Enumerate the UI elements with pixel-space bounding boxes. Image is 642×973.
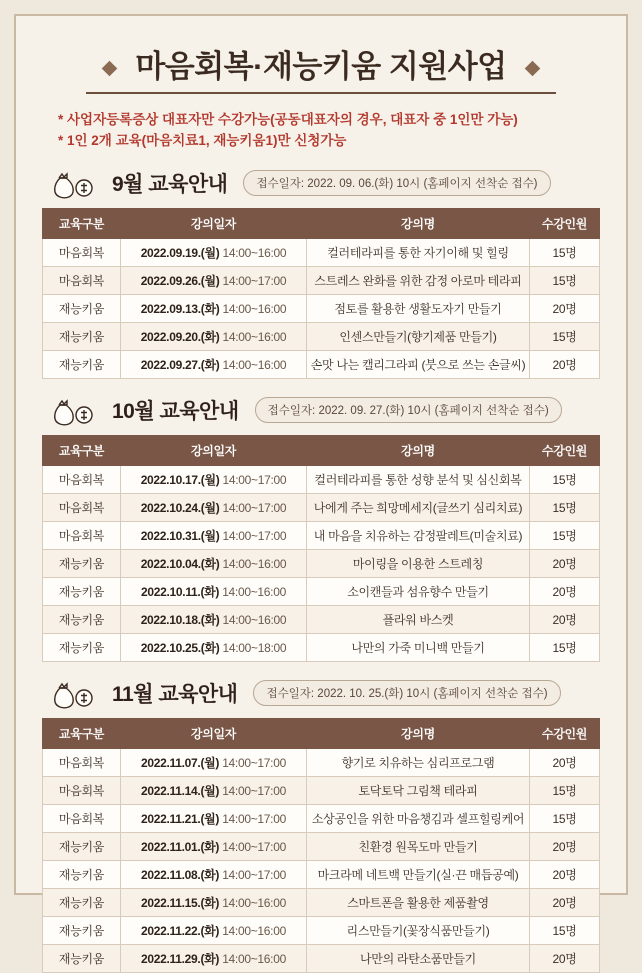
table-row bbox=[43, 945, 600, 973]
section-title: 11월 교육안내 bbox=[112, 683, 238, 707]
cell-date bbox=[121, 917, 307, 945]
cell-type: 재능키움 bbox=[43, 323, 121, 351]
col-date: 강의일자 bbox=[121, 209, 307, 239]
cell-time-value: 14:00~17:00 bbox=[222, 840, 286, 855]
cell-course-name: 토닥토닥 그림책 테라피 bbox=[307, 777, 530, 805]
cell-time-value: 14:00~16:00 bbox=[222, 896, 286, 911]
cell-course-name: 리스만들기(꽃장식품만들기) bbox=[307, 917, 530, 945]
table-row bbox=[43, 267, 600, 295]
table-row bbox=[43, 889, 600, 917]
cell-type: 재능키움 bbox=[43, 550, 121, 578]
cell-date-value: 2022.10.11.(화) bbox=[141, 585, 220, 600]
col-capacity: 수강인원 bbox=[530, 719, 600, 749]
cell-course-name: 소이캔들과 섬유향수 만들기 bbox=[307, 578, 530, 606]
cell-time-value: 14:00~16:00 bbox=[222, 924, 286, 939]
cell-time-value: 14:00~16:00 bbox=[222, 952, 286, 967]
poster-frame bbox=[14, 14, 628, 967]
cell-capacity: 15명 bbox=[530, 239, 600, 267]
cell-time-value: 14:00~17:00 bbox=[222, 501, 287, 516]
cell-capacity: 20명 bbox=[530, 889, 600, 917]
cell-date bbox=[121, 351, 307, 379]
table-row bbox=[43, 351, 600, 379]
cell-course-name: 마이링을 이용한 스트레칭 bbox=[307, 550, 530, 578]
cell-capacity: 20명 bbox=[530, 295, 600, 323]
table-row bbox=[43, 861, 600, 889]
cell-type: 마음회복 bbox=[43, 777, 121, 805]
money-sack-icon bbox=[46, 676, 102, 710]
cell-course-name: 친환경 원목도마 만들기 bbox=[307, 833, 530, 861]
cell-course-name: 향기로 치유하는 심리프로그램 bbox=[307, 749, 530, 777]
cell-capacity: 20명 bbox=[530, 578, 600, 606]
cell-course-name: 나만의 라탄소품만들기 bbox=[307, 945, 530, 973]
cell-time-value: 14:00~16:00 bbox=[222, 585, 286, 600]
col-name: 강의명 bbox=[307, 209, 530, 239]
cell-type: 재능키움 bbox=[43, 945, 121, 973]
diamond-left-icon bbox=[102, 61, 118, 77]
table-row bbox=[43, 634, 600, 662]
cell-time-value: 14:00~17:00 bbox=[222, 473, 287, 488]
cell-type: 마음회복 bbox=[43, 522, 121, 550]
cell-date bbox=[121, 550, 307, 578]
cell-date bbox=[121, 295, 307, 323]
table-row bbox=[43, 550, 600, 578]
cell-date-value: 2022.09.13.(화) bbox=[140, 302, 220, 317]
cell-course-name: 컬러테라피를 통한 성향 분석 및 심신회복 bbox=[307, 466, 530, 494]
cell-type: 마음회복 bbox=[43, 466, 121, 494]
cell-date bbox=[121, 833, 307, 861]
page-title: 마음회복·재능키움 지원사업 bbox=[135, 49, 507, 84]
cell-capacity: 20명 bbox=[530, 749, 600, 777]
table-header-row bbox=[43, 436, 600, 466]
cell-type: 재능키움 bbox=[43, 889, 121, 917]
cell-capacity: 15명 bbox=[530, 634, 600, 662]
cell-type: 재능키움 bbox=[43, 578, 121, 606]
cell-course-name: 플라워 바스켓 bbox=[307, 606, 530, 634]
cell-time-value: 14:00~16:00 bbox=[222, 557, 287, 572]
table-header-row bbox=[43, 209, 600, 239]
table-row bbox=[43, 239, 600, 267]
table-row bbox=[43, 466, 600, 494]
cell-capacity: 15명 bbox=[530, 917, 600, 945]
cell-capacity: 20명 bbox=[530, 861, 600, 889]
cell-type: 마음회복 bbox=[43, 749, 121, 777]
cell-date bbox=[121, 805, 307, 833]
col-date: 강의일자 bbox=[121, 719, 307, 749]
cell-time-value: 14:00~17:00 bbox=[222, 784, 286, 799]
section-header bbox=[42, 166, 600, 200]
cell-date bbox=[121, 777, 307, 805]
cell-time-value: 14:00~17:00 bbox=[222, 529, 287, 544]
table-row bbox=[43, 777, 600, 805]
money-sack-icon bbox=[46, 393, 102, 427]
section-september bbox=[42, 166, 600, 379]
cell-date bbox=[121, 239, 307, 267]
col-name: 강의명 bbox=[307, 436, 530, 466]
cell-time-value: 14:00~17:00 bbox=[222, 274, 287, 289]
cell-date-value: 2022.10.25.(화) bbox=[140, 641, 220, 656]
cell-course-name: 스마트폰을 활용한 제품촬영 bbox=[307, 889, 530, 917]
cell-course-name: 나에게 주는 희망메세지(글쓰기 심리치료) bbox=[307, 494, 530, 522]
cell-capacity: 15명 bbox=[530, 323, 600, 351]
cell-date bbox=[121, 466, 307, 494]
cell-time-value: 14:00~17:00 bbox=[222, 756, 286, 771]
section-october bbox=[42, 393, 600, 662]
cell-date bbox=[121, 945, 307, 973]
title-underline bbox=[86, 92, 556, 94]
cell-type: 재능키움 bbox=[43, 351, 121, 379]
cell-date-value: 2022.10.18.(화) bbox=[140, 613, 220, 628]
cell-date-value: 2022.10.31.(월) bbox=[140, 529, 220, 544]
table-row bbox=[43, 606, 600, 634]
cell-capacity: 15명 bbox=[530, 777, 600, 805]
cell-date bbox=[121, 889, 307, 917]
section-header bbox=[42, 393, 600, 427]
col-capacity: 수강인원 bbox=[530, 436, 600, 466]
cell-type: 마음회복 bbox=[43, 239, 121, 267]
cell-capacity: 20명 bbox=[530, 833, 600, 861]
table-row bbox=[43, 805, 600, 833]
table-row bbox=[43, 833, 600, 861]
cell-date bbox=[121, 323, 307, 351]
col-name: 강의명 bbox=[307, 719, 530, 749]
cell-date-value: 2022.11.08.(화) bbox=[141, 868, 220, 883]
cell-date-value: 2022.11.21.(월) bbox=[141, 812, 220, 827]
cell-capacity: 15명 bbox=[530, 494, 600, 522]
cell-type: 마음회복 bbox=[43, 805, 121, 833]
table-row bbox=[43, 494, 600, 522]
col-date: 강의일자 bbox=[121, 436, 307, 466]
cell-date-value: 2022.10.24.(월) bbox=[140, 501, 220, 516]
cell-date-value: 2022.11.07.(월) bbox=[141, 756, 220, 771]
table-row bbox=[43, 749, 600, 777]
money-sack-icon bbox=[46, 166, 102, 200]
cell-capacity: 20명 bbox=[530, 550, 600, 578]
table-row bbox=[43, 522, 600, 550]
section-apply-badge: 접수일자: 2022. 10. 25.(화) 10시 (홈페이지 선착순 접수) bbox=[253, 680, 560, 706]
cell-time-value: 14:00~16:00 bbox=[222, 302, 287, 317]
cell-time-value: 14:00~17:00 bbox=[222, 812, 286, 827]
cell-course-name: 나만의 가죽 미니백 만들기 bbox=[307, 634, 530, 662]
cell-time-value: 14:00~16:00 bbox=[222, 358, 287, 373]
cell-time-value: 14:00~18:00 bbox=[222, 641, 287, 656]
cell-time-value: 14:00~16:00 bbox=[222, 330, 287, 345]
cell-date-value: 2022.11.29.(화) bbox=[141, 952, 220, 967]
cell-date-value: 2022.11.01.(화) bbox=[141, 840, 220, 855]
cell-date-value: 2022.11.22.(화) bbox=[141, 924, 220, 939]
cell-date bbox=[121, 522, 307, 550]
note-line-1: * 사업자등록증상 대표자만 수강가능(공동대표자의 경우, 대표자 중 1인만 가능) bbox=[58, 112, 518, 128]
cell-type: 재능키움 bbox=[43, 861, 121, 889]
cell-date-value: 2022.09.27.(화) bbox=[140, 358, 220, 373]
col-type: 교육구분 bbox=[43, 719, 121, 749]
cell-date-value: 2022.09.26.(월) bbox=[140, 274, 220, 289]
cell-course-name: 스트레스 완화를 위한 감정 아로마 테라피 bbox=[307, 267, 530, 295]
cell-capacity: 20명 bbox=[530, 606, 600, 634]
cell-time-value: 14:00~16:00 bbox=[222, 613, 287, 628]
section-header bbox=[42, 676, 600, 710]
cell-capacity: 15명 bbox=[530, 805, 600, 833]
cell-course-name: 점토를 활용한 생활도자기 만들기 bbox=[307, 295, 530, 323]
cell-capacity: 15명 bbox=[530, 522, 600, 550]
cell-capacity: 15명 bbox=[530, 466, 600, 494]
cell-course-name: 내 마음을 치유하는 감정팔레트(미술치료) bbox=[307, 522, 530, 550]
note-line-2: * 1인 2개 교육(마음치료1, 재능키움1)만 신청가능 bbox=[58, 133, 347, 149]
cell-capacity: 20명 bbox=[530, 945, 600, 973]
schedule-table bbox=[42, 718, 600, 973]
poster-title-area bbox=[42, 48, 600, 94]
table-row bbox=[43, 323, 600, 351]
cell-date-value: 2022.11.14.(월) bbox=[141, 784, 220, 799]
cell-time-value: 14:00~16:00 bbox=[222, 246, 287, 261]
cell-type: 마음회복 bbox=[43, 267, 121, 295]
col-type: 교육구분 bbox=[43, 209, 121, 239]
cell-capacity: 15명 bbox=[530, 267, 600, 295]
cell-time-value: 14:00~17:00 bbox=[222, 868, 286, 883]
cell-type: 재능키움 bbox=[43, 606, 121, 634]
cell-date-value: 2022.10.04.(화) bbox=[140, 557, 220, 572]
cell-course-name: 소상공인을 위한 마음챙김과 셀프힐링케어 bbox=[307, 805, 530, 833]
cell-type: 재능키움 bbox=[43, 917, 121, 945]
cell-course-name: 마크라메 네트백 만들기(실·끈 매듭공예) bbox=[307, 861, 530, 889]
cell-date bbox=[121, 578, 307, 606]
cell-type: 재능키움 bbox=[43, 634, 121, 662]
schedule-table bbox=[42, 208, 600, 379]
section-title: 10월 교육안내 bbox=[112, 400, 239, 424]
notes-block bbox=[58, 110, 600, 152]
col-capacity: 수강인원 bbox=[530, 209, 600, 239]
cell-date bbox=[121, 861, 307, 889]
cell-course-name: 손맛 나는 캘리그라피 (붓으로 쓰는 손글씨) bbox=[307, 351, 530, 379]
table-row bbox=[43, 917, 600, 945]
cell-course-name: 컬러테라피를 통한 자기이해 및 힐링 bbox=[307, 239, 530, 267]
schedule-table bbox=[42, 435, 600, 662]
cell-date bbox=[121, 267, 307, 295]
section-november bbox=[42, 676, 600, 973]
cell-date-value: 2022.11.15.(화) bbox=[141, 896, 220, 911]
cell-type: 재능키움 bbox=[43, 295, 121, 323]
table-header-row bbox=[43, 719, 600, 749]
cell-date-value: 2022.09.19.(월) bbox=[140, 246, 220, 261]
cell-date bbox=[121, 634, 307, 662]
cell-date-value: 2022.10.17.(월) bbox=[140, 473, 220, 488]
col-type: 교육구분 bbox=[43, 436, 121, 466]
cell-date-value: 2022.09.20.(화) bbox=[140, 330, 220, 345]
cell-type: 마음회복 bbox=[43, 494, 121, 522]
cell-date bbox=[121, 494, 307, 522]
cell-date bbox=[121, 606, 307, 634]
table-row bbox=[43, 295, 600, 323]
cell-type: 재능키움 bbox=[43, 833, 121, 861]
section-title: 9월 교육안내 bbox=[112, 173, 228, 197]
cell-capacity: 20명 bbox=[530, 351, 600, 379]
section-apply-badge: 접수일자: 2022. 09. 06.(화) 10시 (홈페이지 선착순 접수) bbox=[243, 170, 550, 196]
diamond-right-icon bbox=[525, 61, 541, 77]
section-apply-badge: 접수일자: 2022. 09. 27.(화) 10시 (홈페이지 선착순 접수) bbox=[255, 397, 562, 423]
cell-course-name: 인센스만들기(향기제품 만들기) bbox=[307, 323, 530, 351]
cell-date bbox=[121, 749, 307, 777]
table-row bbox=[43, 578, 600, 606]
